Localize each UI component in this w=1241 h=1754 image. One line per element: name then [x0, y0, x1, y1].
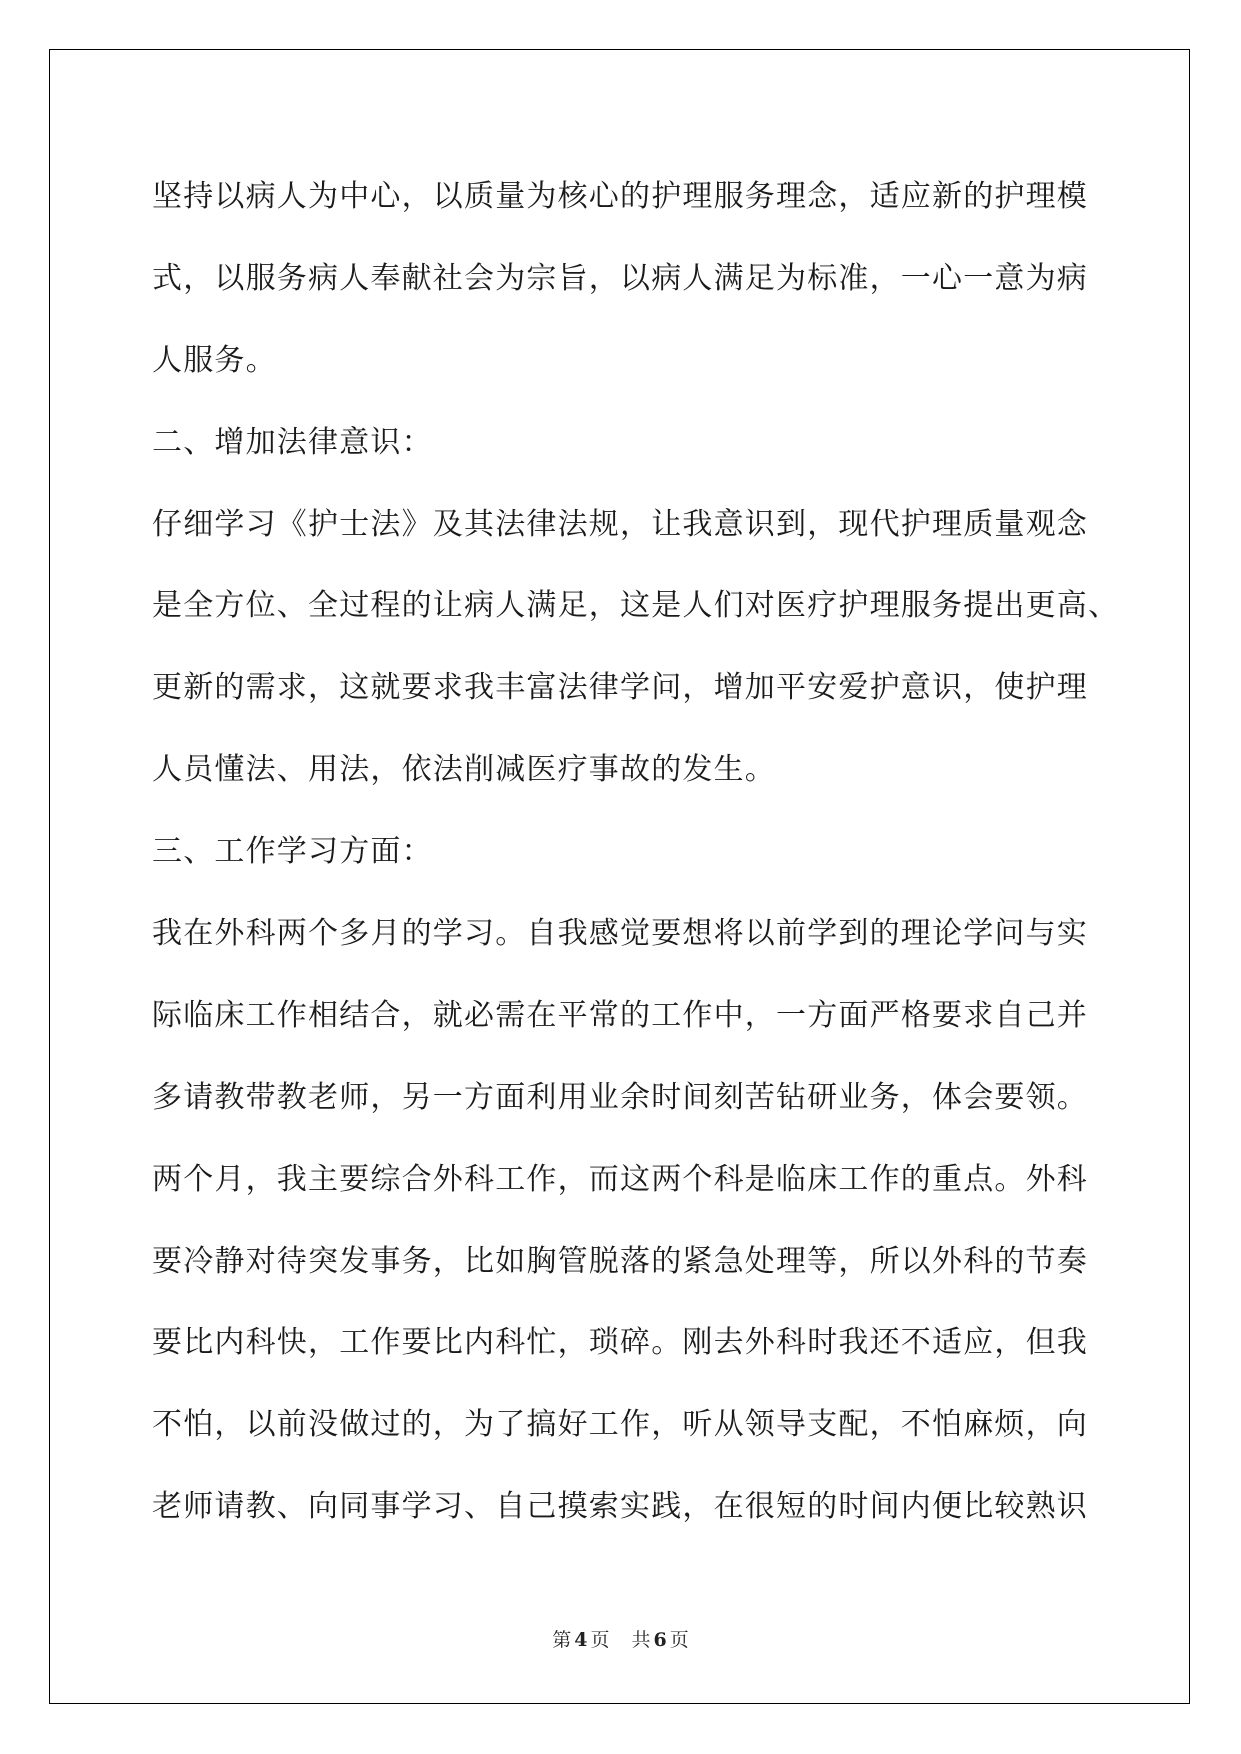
text-line: 式，以服务病人奉献社会为宗旨，以病人满足为标准，一心一意为病 — [152, 260, 1088, 296]
text-line: 是全方位、全过程的让病人满足，这是人们对医疗护理服务提出更高、 — [152, 588, 1120, 624]
footer-prefix: 第 — [552, 1629, 572, 1651]
text-line: 更新的需求，这就要求我丰富法律学问，增加平安爱护意识，使护理 — [152, 670, 1088, 706]
text-line: 多请教带教老师，另一方面利用业余时间刻苦钻研业务，体会要领。 — [152, 1079, 1088, 1115]
current-page-number: 4 — [574, 1629, 588, 1651]
text-line: 坚持以病人为中心，以质量为核心的护理服务理念，适应新的护理模 — [152, 179, 1088, 214]
section-heading: 三、工作学习方面： — [152, 834, 433, 870]
footer-page-unit: 页 — [590, 1629, 610, 1651]
text-line: 际临床工作相结合，就必需在平常的工作中，一方面严格要求自己并 — [152, 997, 1088, 1033]
text-line: 要比内科快，工作要比内科忙，琐碎。刚去外科时我还不适应，但我 — [152, 1325, 1088, 1361]
page-footer — [0, 1628, 1241, 1652]
footer-total-prefix: 共 — [631, 1629, 651, 1651]
text-line: 不怕，以前没做过的，为了搞好工作，听从领导支配，不怕麻烦，向 — [152, 1407, 1088, 1443]
text-line: 仔细学习《护士法》及其法律法规，让我意识到，现代护理质量观念 — [152, 506, 1088, 542]
document-body — [152, 156, 1120, 1548]
text-line: 人服务。 — [152, 342, 277, 378]
text-line: 人员懂法、用法，依法削减医疗事故的发生。 — [152, 752, 776, 788]
total-pages-number: 6 — [653, 1629, 667, 1651]
section-heading: 二、增加法律意识： — [152, 424, 433, 460]
text-line: 要冷静对待突发事务，比如胸管脱落的紧急处理等，所以外科的节奏 — [152, 1243, 1088, 1279]
text-line: 老师请教、向同事学习、自己摸索实践，在很短的时间内便比较熟识 — [152, 1489, 1088, 1525]
text-line: 我在外科两个多月的学习。自我感觉要想将以前学到的理论学问与实 — [152, 916, 1088, 952]
footer-total-unit: 页 — [669, 1629, 689, 1651]
text-line: 两个月，我主要综合外科工作，而这两个科是临床工作的重点。外科 — [152, 1161, 1088, 1197]
